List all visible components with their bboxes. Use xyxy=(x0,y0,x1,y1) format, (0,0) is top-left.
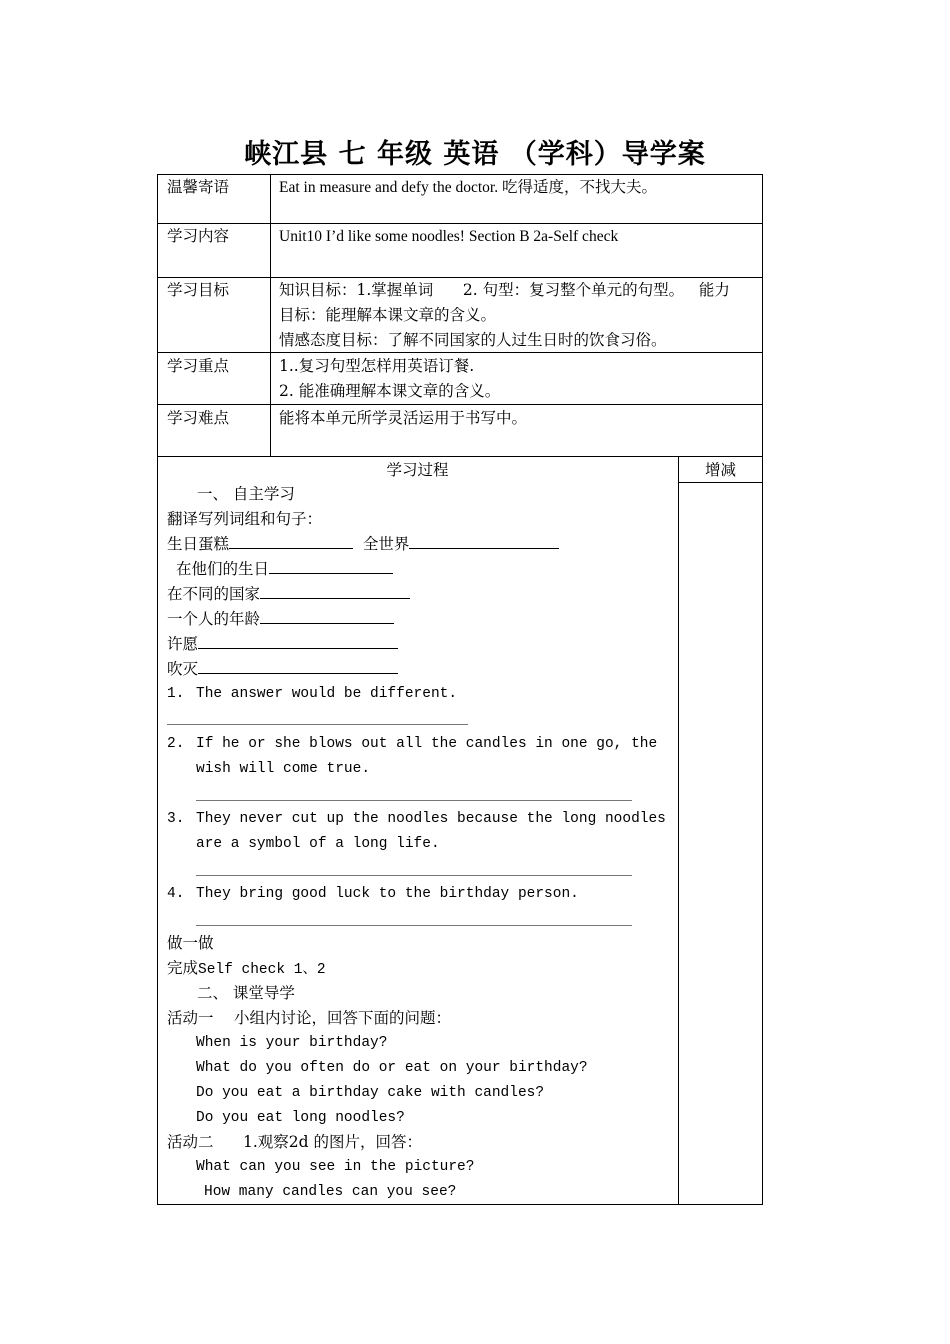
side-column-divider xyxy=(678,456,679,1205)
answer-blank[interactable] xyxy=(409,532,559,549)
instruction: 翻译写列词组和句子： xyxy=(167,510,323,528)
phrase-item: 一个人的年龄 xyxy=(167,607,394,632)
question: What do you often do or eat on your birthday? xyxy=(196,1060,588,1076)
question: Do you eat a birthday cake with candles? xyxy=(196,1085,545,1101)
row-label: 学习重点 xyxy=(167,357,230,375)
answer-line[interactable] xyxy=(196,875,632,876)
phrase-item: 生日蛋糕 全世界 xyxy=(167,532,559,557)
column-divider xyxy=(270,174,271,457)
question: What can you see in the picture? xyxy=(196,1159,475,1175)
answer-line[interactable] xyxy=(196,925,632,926)
section-heading: 一、 自主学习 xyxy=(197,485,295,503)
sentence-number: 2. xyxy=(167,736,185,752)
sentence-text: They never cut up the noodles because the long noodles xyxy=(196,811,666,827)
activity-instruction: 1.观察2d 的图片，回答： xyxy=(243,1133,422,1151)
sentence-text: are a symbol of a long life. xyxy=(196,836,440,852)
answer-blank[interactable] xyxy=(198,657,398,674)
activity-instruction: 小组内讨论，回答下面的问题： xyxy=(234,1009,452,1027)
sentence-number: 4. xyxy=(167,886,185,902)
content-text: Unit10 I’d like some noodles! Section B 2a-Self check xyxy=(279,228,619,245)
sentence-text: They bring good luck to the birthday person. xyxy=(196,886,579,902)
side-header: 增减 xyxy=(704,461,736,479)
objective-line: 目标：能理解本课文章的含义。 xyxy=(279,306,497,324)
sentence-number: 1. xyxy=(167,686,185,702)
sentence-text: If he or she blows out all the candles in one go, the xyxy=(196,736,658,752)
sentence-text: wish will come true. xyxy=(196,761,371,777)
answer-blank[interactable] xyxy=(269,557,393,574)
phrase-item: 在他们的生日 xyxy=(176,557,393,582)
sentence-text: The answer would be different. xyxy=(196,686,458,702)
row-label: 温馨寄语 xyxy=(167,178,230,196)
activity-label: 活动二 xyxy=(167,1133,214,1151)
row-label: 学习目标 xyxy=(167,281,230,299)
phrase-item: 在不同的国家 xyxy=(167,582,410,607)
key-point-line: 2. 能准确理解本课文章的含义。 xyxy=(279,382,501,400)
answer-line[interactable] xyxy=(167,724,468,725)
question: When is your birthday? xyxy=(196,1035,388,1051)
row-divider xyxy=(157,404,763,405)
section-heading: 二、 课堂导学 xyxy=(197,984,295,1002)
difficulty-text: 能将本单元所学灵活运用于书写中。 xyxy=(279,409,528,427)
objective-line: 情感态度目标：了解不同国家的人过生日时的饮食习俗。 xyxy=(279,331,667,349)
phrase-item: 吹灭 xyxy=(167,657,398,682)
answer-blank[interactable] xyxy=(260,582,410,599)
subheading: 做一做 xyxy=(167,934,214,952)
phrase-item: 许愿 xyxy=(167,632,398,657)
motto-text: Eat in measure and defy the doctor. 吃得适度，不找大夫。 xyxy=(279,179,657,196)
row-label: 学习难点 xyxy=(167,409,230,427)
activity-label: 活动一 xyxy=(167,1009,214,1027)
question: How many candles can you see? xyxy=(204,1184,457,1200)
row-divider xyxy=(157,456,763,457)
instruction: 完成Self check 1、2 xyxy=(167,959,326,978)
answer-blank[interactable] xyxy=(229,532,353,549)
process-header: 学习过程 xyxy=(386,461,449,479)
question: Do you eat long noodles? xyxy=(196,1110,405,1126)
answer-blank[interactable] xyxy=(198,632,398,649)
objective-line: 知识目标：1.掌握单词 2. 句型：复习整个单元的句型。 能力 xyxy=(279,281,730,299)
answer-blank[interactable] xyxy=(260,607,394,624)
sentence-number: 3. xyxy=(167,811,185,827)
answer-line[interactable] xyxy=(196,800,632,801)
key-point-line: 1..复习句型怎样用英语订餐. xyxy=(279,357,475,375)
row-label: 学习内容 xyxy=(167,227,230,245)
page-title: 峡江县 七 年级 英语 （学科）导学案 xyxy=(244,139,706,170)
